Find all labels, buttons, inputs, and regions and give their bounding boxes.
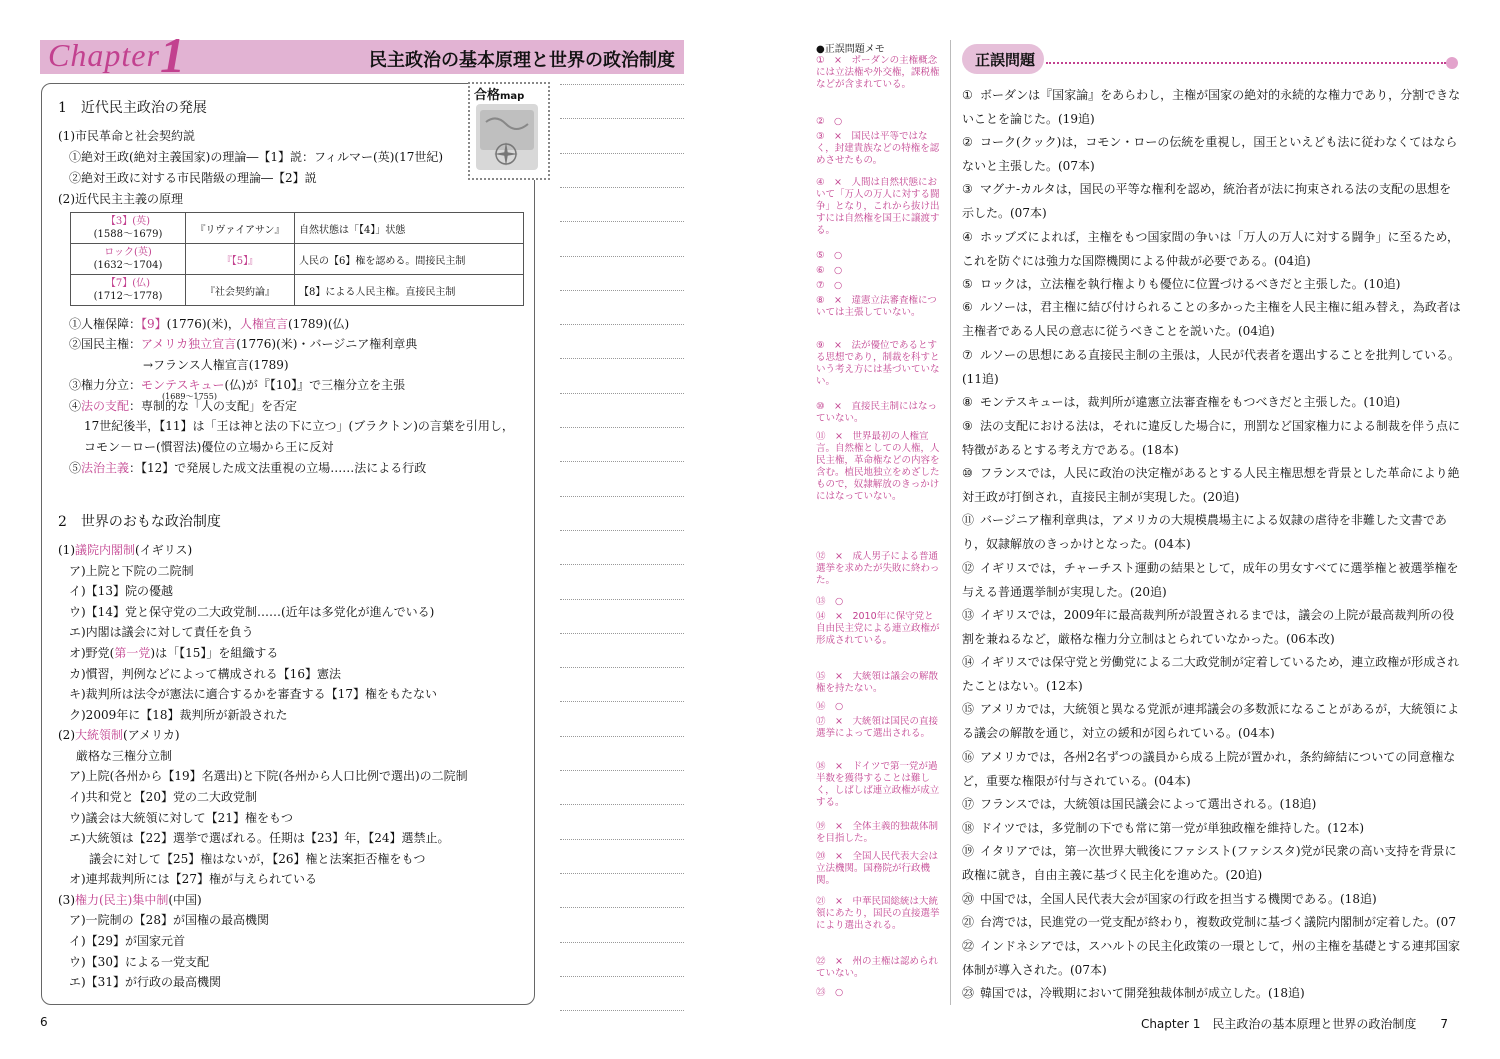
note-line bbox=[560, 942, 684, 943]
table-cell: 自然状態は「【4】」状態 bbox=[295, 213, 524, 244]
question-item: ⑯ アメリカでは，各州2名ずつの議員から成る上院が置かれ，条約締結についての同意権など，重要な権限が付与されている。(04本) bbox=[962, 750, 1456, 788]
text-line: ク)2009年に【18】裁判所が新設された bbox=[69, 708, 288, 722]
question-item: ⑩ フランスでは，人民に政治の決定権があるとする人民主権思想を背景とした革命により絶対王政が打倒され，直接民主制が実現した。(20追) bbox=[962, 466, 1460, 504]
question-item: ⑳ 中国では，全国人民代表大会が国家の行政を担当する機関である。(18追) bbox=[962, 892, 1377, 906]
question-item: ㉓ 韓国では，冷戦期において開発独裁体制が成立した。(18追) bbox=[962, 986, 1305, 1000]
question-item: ⑰ フランスでは，大統領は国民議会によって選出される。(18追) bbox=[962, 797, 1317, 811]
note-line bbox=[560, 153, 684, 154]
note-line bbox=[560, 770, 684, 771]
note-line bbox=[560, 701, 684, 702]
question-item: ⑲ イタリアでは，第一次世界大戦後にファシスト(ファシスタ)党が民衆の高い支持を背景に政権に就き，自由主義に基づく民主化を進めた。(20追) bbox=[962, 844, 1457, 882]
memo-item: ② ○ bbox=[816, 116, 843, 127]
text-line: ⑤法治主義：【12】で発展した成文法重視の立場……法による行政 bbox=[69, 461, 427, 475]
text-line: 議会に対して【25】権はないが，【26】権と法案拒否権をもつ bbox=[89, 852, 426, 866]
memo-item: ⑬ ○ bbox=[816, 596, 844, 607]
text-line: ④法の支配：専制的な「人の支配」を否定 bbox=[69, 399, 298, 413]
text-line: (1)議院内閣制(イギリス) bbox=[58, 543, 193, 557]
note-line bbox=[560, 358, 684, 359]
note-line bbox=[560, 221, 684, 222]
table-cell: 【8】による人民主権。直接民主制 bbox=[295, 275, 524, 306]
table-row bbox=[71, 275, 524, 306]
question-item: ⑥ ルソーは，君主権に結び付けられることの多かった主権を人民主権に組み替え，為政者は主権者である人民の意志に従うべきことを説いた。(04追) bbox=[962, 300, 1461, 338]
note-line bbox=[560, 599, 684, 600]
text-line: イ)共和党と【20】党の二大政党制 bbox=[69, 790, 257, 804]
question-item: ⑬ イギリスでは，2009年に最高裁判所が設置されるまでは，議会の上院が最高裁判所の役割を兼ねるなど，厳格な権力分立制はとられていなかった。(06本改) bbox=[962, 608, 1455, 646]
note-line bbox=[560, 427, 684, 428]
question-item: ③ マグナ‐カルタは，国民の平等な権利を認め，統治者が法に拘束される法の支配の思想を示した。(07本) bbox=[962, 182, 1452, 220]
text-line: ア)一院制の【28】が国権の最高機関 bbox=[69, 913, 269, 927]
text-line: ③権力分立：モンテスキュー(仏)が『【10】』で三権分立を主張 bbox=[69, 378, 406, 392]
table-cell: 『【5】』 bbox=[186, 244, 295, 275]
table-cell: ロック(英) (1632～1704) bbox=[71, 244, 186, 275]
title-dotted-rule bbox=[1046, 62, 1446, 64]
text-line: オ)連邦裁判所には【27】権が与えられている bbox=[69, 872, 317, 886]
question-item: ⑱ ドイツでは，多党制の下でも常に第一党が単独政権を維持した。(12本) bbox=[962, 821, 1365, 835]
chapter-title: 民主政治の基本原理と世界の政治制度 bbox=[369, 50, 675, 71]
question-item: ② コーク(クック)は，コモン・ローの伝統を重視し，国王といえども法に従わなくてはならないと主張した。(07本) bbox=[962, 135, 1458, 173]
text-line: ②絶対王政に対する市民階級の理論―【2】説 bbox=[69, 171, 317, 185]
text-line: 厳格な三権分立制 bbox=[76, 749, 173, 763]
table-row bbox=[71, 244, 524, 275]
chapter-number: 1 bbox=[160, 27, 185, 83]
table-cell: 『社会契約論』 bbox=[186, 275, 295, 306]
memo-item: ㉑ × 中華民国総統は大統領にあたり，国民の直接選挙により選出される。 bbox=[816, 896, 940, 932]
text-line: (1689～1755) bbox=[162, 392, 217, 401]
memo-item: ⑮ × 大統領は議会の解散権を持たない。 bbox=[816, 671, 938, 695]
memo-item: ⑨ × 法が優位であるとする思想であり，制裁を科すという考え方には基づいていない。 bbox=[816, 340, 940, 388]
text-line: ①絶対王政(絶対主義国家)の理論―【1】説：フィルマー(英)(17世紀) bbox=[69, 150, 444, 164]
text-line: ア)上院(各州から【19】名選出)と下院(各州から人口比例で選出)の二院制 bbox=[69, 769, 468, 783]
question-item: ⑦ ルソーの思想にある直接民主制の主張は，人民が代表者を選出することを批判している。(11追) bbox=[962, 348, 1461, 386]
page-number-left: 6 bbox=[40, 1015, 48, 1029]
section-heading-2: 2 世界のおもな政治制度 bbox=[58, 514, 221, 530]
table-cell: 『リヴァイアサン』 bbox=[186, 213, 295, 244]
memo-item: ⑪ × 世界最初の人権宣言。自然権としての人権，人民主権，革命権などの内容を含む。植民地独立をめざしたもので，奴隷解放のきっかけにはなっていない。 bbox=[816, 431, 940, 503]
social-contract-table bbox=[70, 212, 524, 306]
note-line bbox=[560, 461, 684, 462]
text-line: イ)【29】が国家元首 bbox=[69, 934, 185, 948]
note-line bbox=[560, 187, 684, 188]
map-illustration-icon bbox=[476, 104, 538, 170]
note-line bbox=[560, 530, 684, 531]
map-stamp-label: 合格map bbox=[474, 88, 525, 103]
text-line: カ)慣習，判例などによって構成される【16】憲法 bbox=[69, 667, 341, 681]
text-line: →フランス人権宣言(1789) bbox=[143, 358, 289, 372]
table-cell: 【3】(英) (1588～1679) bbox=[71, 213, 186, 244]
memo-item: ⑤ ○ bbox=[816, 250, 843, 261]
question-item: ㉑ 台湾では，民進党の一党支配が終わり，複数政党制に基づく議院内閣制が定着した。(07 bbox=[962, 915, 1456, 929]
note-line bbox=[560, 873, 684, 874]
table-row bbox=[71, 213, 524, 244]
note-line bbox=[560, 667, 684, 668]
note-line bbox=[560, 256, 684, 257]
note-line bbox=[560, 496, 684, 497]
column-divider bbox=[950, 40, 951, 1005]
note-line bbox=[560, 564, 684, 565]
note-line bbox=[560, 633, 684, 634]
text-line: (2)大統領制(アメリカ) bbox=[58, 728, 180, 742]
question-item: ⑨ 法の支配における法は，それに違反した場合に，刑罰など国家権力による制裁を伴う点に特徴があるとする考え方である。(18本) bbox=[962, 419, 1461, 457]
question-item: ① ボーダンは『国家論』をあらわし，主権が国家の絶対的永続的な権力であり，分割できないことを論じた。(19追) bbox=[962, 88, 1461, 126]
text-line: ウ)【30】による一党支配 bbox=[69, 955, 209, 969]
memo-title: ●正誤問題メモ bbox=[816, 44, 885, 55]
question-section-title: 正誤問題 bbox=[975, 51, 1036, 69]
note-line bbox=[560, 804, 684, 805]
text-line: キ)裁判所は法令が憲法に適合するかを審査する【17】権をもたない bbox=[69, 687, 437, 701]
note-line bbox=[560, 393, 684, 394]
question-item: ⑫ イギリスでは，チャーチスト運動の結果として，成年の男女すべてに選挙権と被選挙権を与える普通選挙制が実現した。(20追) bbox=[962, 561, 1459, 599]
note-line bbox=[560, 84, 684, 85]
memo-item: ⑲ × 全体主義的独裁体制を目指した。 bbox=[816, 821, 938, 845]
memo-item: ⑯ ○ bbox=[816, 701, 844, 712]
text-line: エ)内閣は議会に対して責任を負う bbox=[69, 625, 254, 639]
note-line bbox=[560, 290, 684, 291]
table-cell: 【7】(仏) (1712～1778) bbox=[71, 275, 186, 306]
text-line: ウ)【14】党と保守党の二大政党制……(近年は多党化が進んでいる) bbox=[69, 605, 435, 619]
text-line: ア)上院と下院の二院制 bbox=[69, 564, 194, 578]
text-line: (1)市民革命と社会契約説 bbox=[58, 129, 195, 143]
memo-item: ① × ボーダンの主権概念には立法権や外交権，課税権などが含まれている。 bbox=[816, 55, 940, 91]
text-line: イ)【13】院の優越 bbox=[69, 584, 173, 598]
title-end-dot bbox=[1446, 57, 1458, 69]
memo-item: ⑭ × 2010年に保守党と自由民主党による連立政権が形成されている。 bbox=[816, 611, 940, 647]
memo-item: ㉒ × 州の主権は認められていない。 bbox=[816, 956, 938, 980]
note-line bbox=[560, 839, 684, 840]
memo-item: ⑱ × ドイツで第一党が過半数を獲得することは難しく，しばしば連立政権が成立する。 bbox=[816, 761, 940, 809]
text-line: オ)野党(第一党)は「【15】」を組織する bbox=[69, 646, 279, 660]
note-line bbox=[560, 1010, 684, 1011]
note-line bbox=[560, 976, 684, 977]
note-line bbox=[560, 324, 684, 325]
memo-item: ⑦ ○ bbox=[816, 280, 843, 291]
question-item: ⑭ イギリスでは保守党と労働党による二大政党制が定着しているため，連立政権が形成されたことはない。(12本) bbox=[962, 655, 1460, 693]
note-line bbox=[560, 736, 684, 737]
text-line: (3)権力(民主)集中制(中国) bbox=[58, 893, 202, 907]
memo-item: ⑩ × 直接民主制にはなっていない。 bbox=[816, 401, 937, 425]
memo-item: ⑧ × 違憲立法審査権については主張していない。 bbox=[816, 295, 937, 319]
memo-item: ⑥ ○ bbox=[816, 265, 843, 276]
text-line: 17世紀後半，【11】は「王は神と法の下に立つ」(ブラクトン)の言葉を引用し， bbox=[84, 419, 514, 433]
memo-item: ⑳ × 全国人民代表大会は立法機関。国務院が行政機関。 bbox=[816, 851, 938, 887]
note-line bbox=[560, 118, 684, 119]
memo-item: ⑫ × 成人男子による普通選挙を求めたが失敗に終わった。 bbox=[816, 551, 940, 587]
text-line: ①人権保障：【9】(1776)(米)，人権宣言(1789)(仏) bbox=[69, 317, 350, 331]
text-line: (2)近代民主主義の原理 bbox=[58, 192, 183, 206]
text-line: コモン－ロー(慣習法)優位の立場から王に反対 bbox=[84, 440, 334, 454]
text-line: ②国民主権：アメリカ独立宣言(1776)(米)・バージニア権利章典 bbox=[69, 337, 418, 351]
question-item: ⑤ ロックは，立法権を執行権よりも優位に位置づけるべきだと主張した。(10追) bbox=[962, 277, 1401, 291]
question-item: ㉒ インドネシアでは，スハルトの民主化政策の一環として，州の主権を基礎とする連邦国家体制が導入された。(07本) bbox=[962, 939, 1461, 977]
memo-item: ④ × 人間は自然状態において「万人の万人に対する闘争」となり，これから抜け出すには自然権を国王に譲渡する。 bbox=[816, 177, 940, 237]
memo-item: ③ × 国民は平等ではなく，封建貴族などの特権を認めさせたもの。 bbox=[816, 131, 940, 167]
text-line: ウ)議会は大統領に対して【21】権をもつ bbox=[69, 811, 293, 825]
question-item: ⑪ バージニア権利章典は，アメリカの大規模農場主による奴隷の虐待を非難した文書であり，奴隷解放のきっかけとなった。(04本) bbox=[962, 513, 1447, 551]
text-line: エ)【31】が行政の最高機関 bbox=[69, 975, 221, 989]
chapter-word: Chapter bbox=[48, 37, 160, 73]
question-item: ⑮ アメリカでは，大統領と異なる党派が連邦議会の多数派になることがあるが，大統領による議会の解散を通じ，対立の緩和が図られている。(04本) bbox=[962, 702, 1460, 740]
memo-item: ⑰ × 大統領は国民の直接選挙によって選出される。 bbox=[816, 716, 938, 740]
table-cell: 人民の【6】権を認める。間接民主制 bbox=[295, 244, 524, 275]
question-item: ④ ホッブズによれば，主権をもつ国家間の争いは「万人の万人に対する闘争」に至るため，これを防ぐには強力な国際機関による仲裁が必要である。(04追) bbox=[962, 230, 1460, 268]
running-footer-right: Chapter 1 民主政治の基本原理と世界の政治制度 7 bbox=[1140, 1017, 1448, 1031]
question-item: ⑧ モンテスキューは，裁判所が違憲立法審査権をもつべきだと主張した。(10追) bbox=[962, 395, 1401, 409]
text-line: エ)大統領は【22】選挙で選ばれる。任期は【23】年，【24】選禁止。 bbox=[69, 831, 450, 845]
note-line bbox=[560, 907, 684, 908]
memo-item: ㉓ ○ bbox=[816, 987, 844, 998]
section-heading-1: 1 近代民主政治の発展 bbox=[58, 100, 207, 116]
